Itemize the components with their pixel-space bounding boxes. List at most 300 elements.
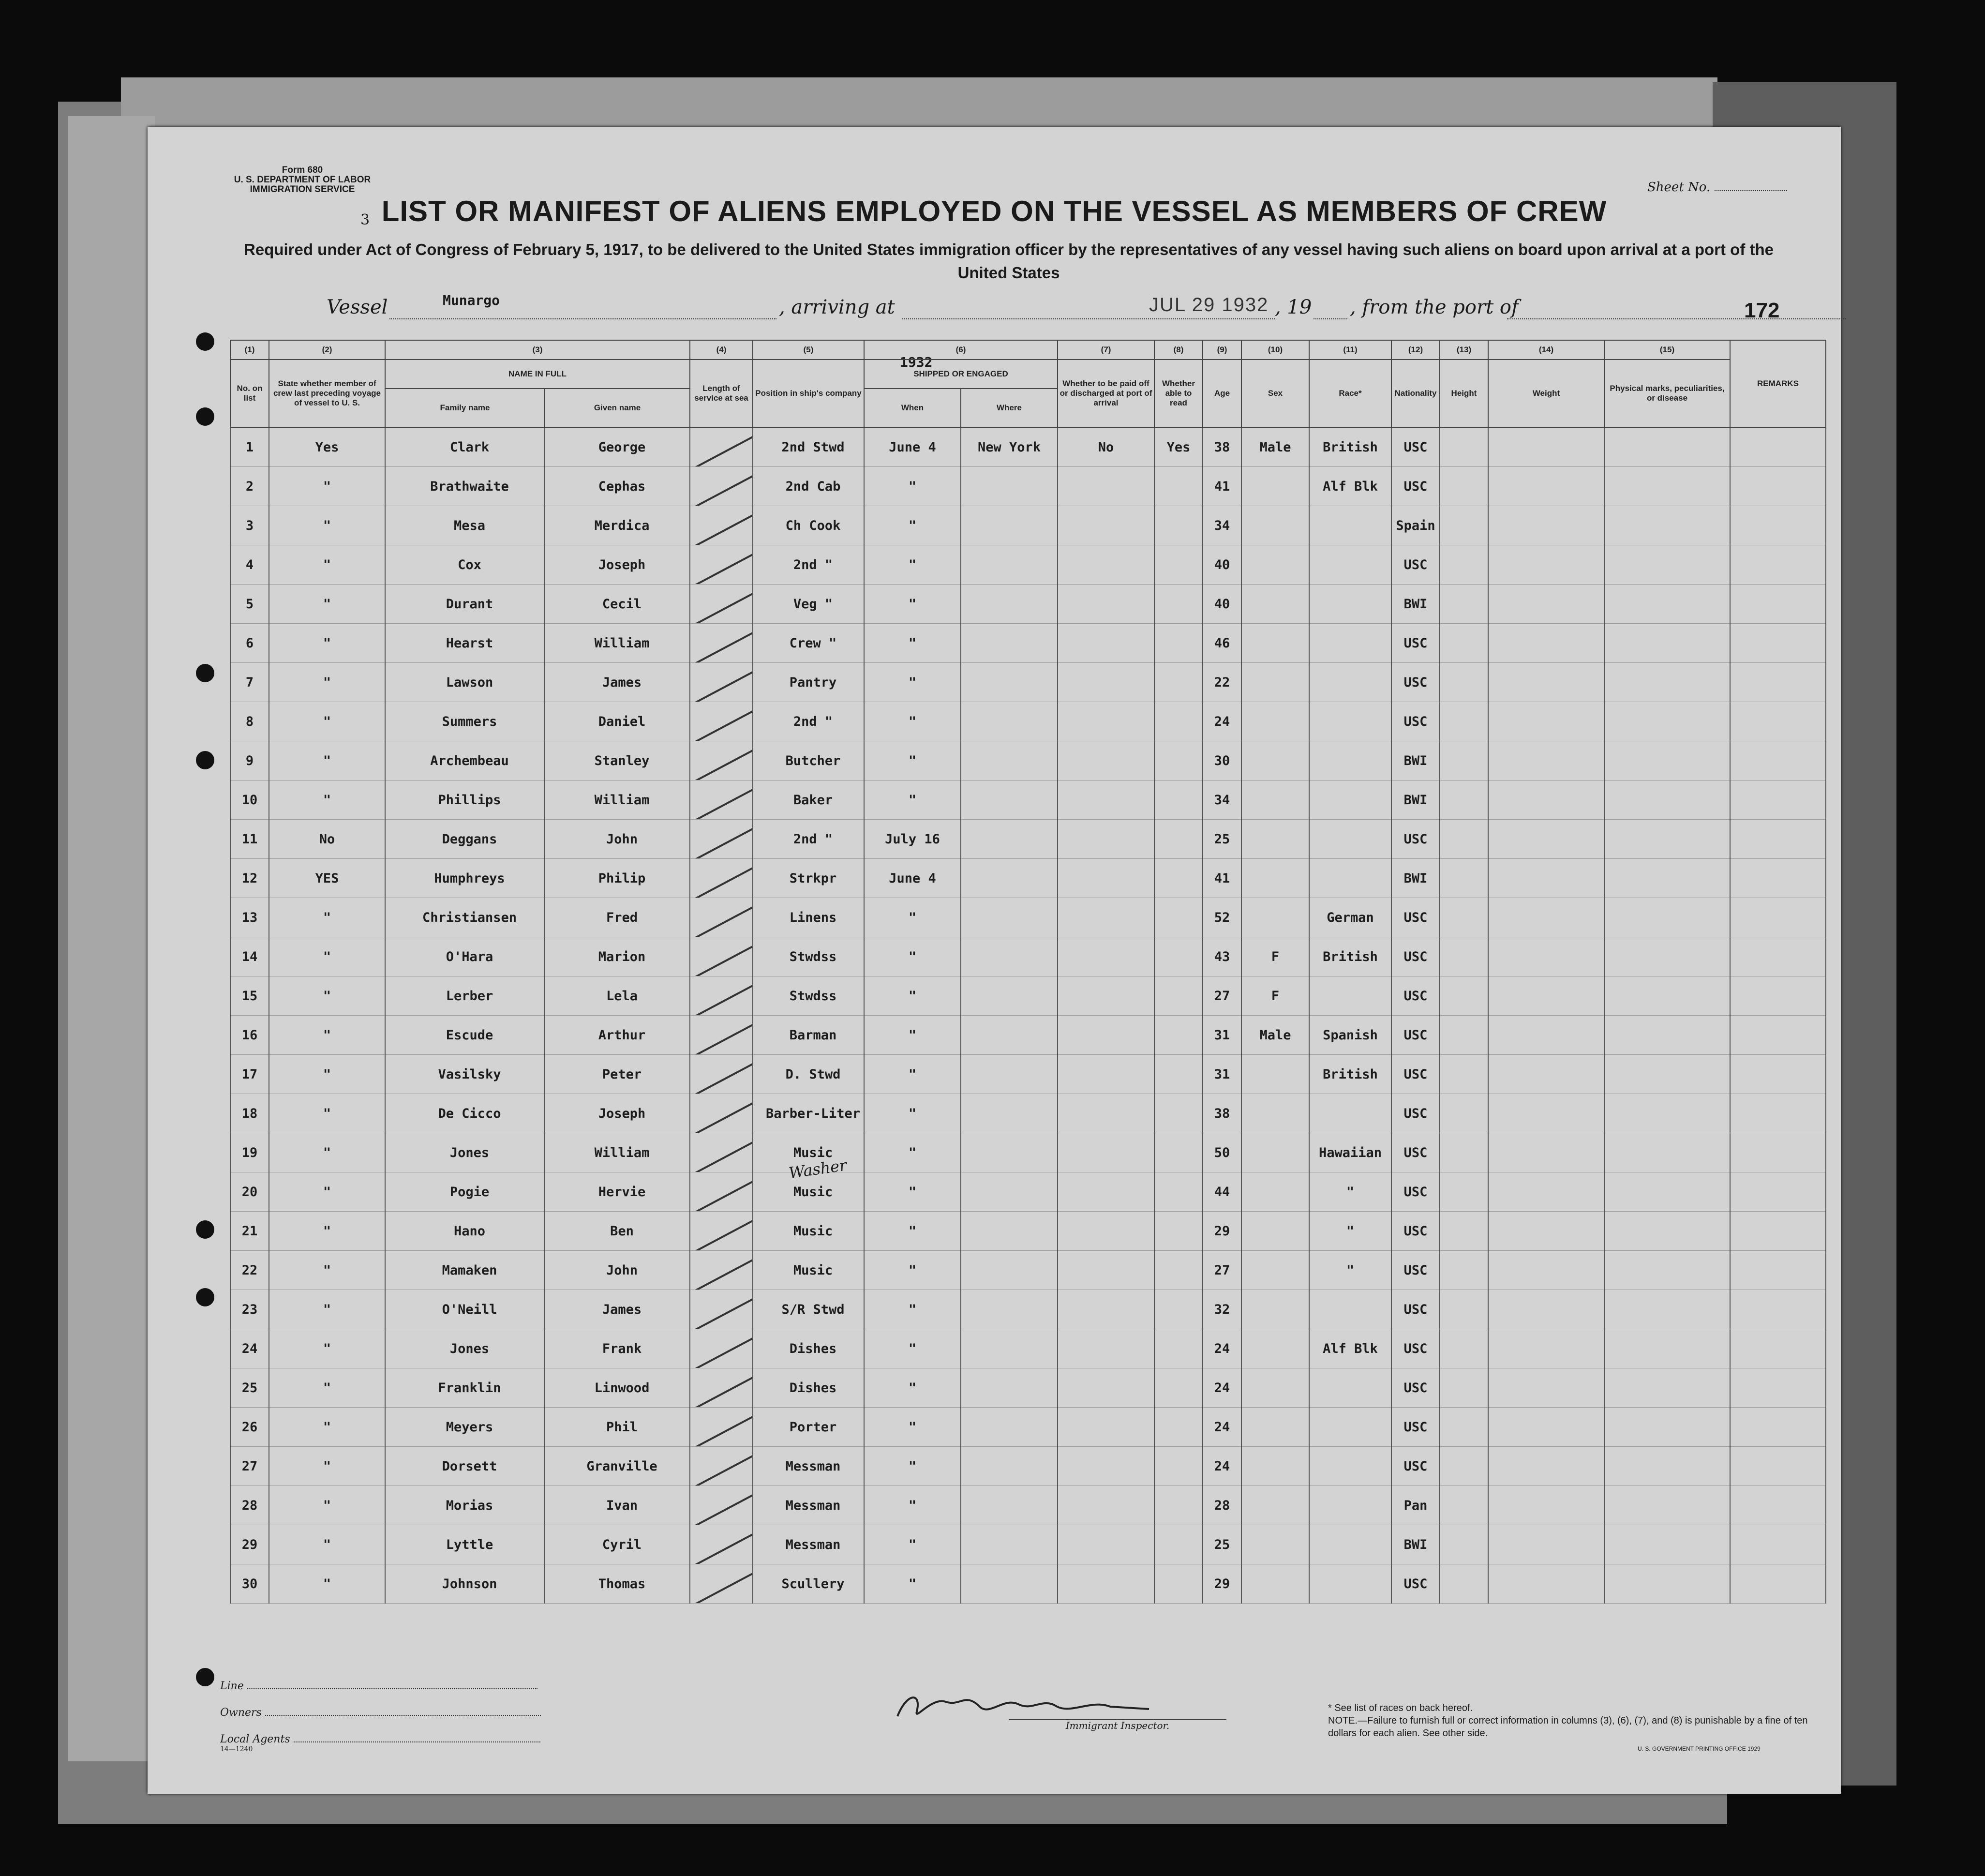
- age: 22: [1203, 663, 1241, 702]
- check-mark: [695, 981, 753, 1016]
- family-name: Mamaken: [385, 1251, 545, 1290]
- age: 46: [1203, 624, 1241, 663]
- previous-voyage: ": [269, 1525, 385, 1564]
- crew-row: [230, 1172, 1826, 1212]
- physical-marks: [1604, 780, 1730, 820]
- paid-off: [1058, 1133, 1154, 1172]
- height: [1440, 1251, 1488, 1290]
- check-mark: [695, 825, 753, 859]
- service-check: [690, 1368, 753, 1408]
- paid-off: [1058, 1290, 1154, 1329]
- shipped-when: ": [864, 506, 961, 545]
- col13-number: (13): [1440, 340, 1488, 360]
- paid-off: [1058, 1408, 1154, 1447]
- height: [1440, 467, 1488, 506]
- race: [1309, 741, 1391, 780]
- previous-voyage: ": [269, 1329, 385, 1368]
- shipped-where: [961, 1055, 1058, 1094]
- shipped-where: [961, 898, 1058, 937]
- physical-marks: [1604, 1251, 1730, 1290]
- given-name: Joseph: [545, 1094, 690, 1133]
- family-name: Lyttle: [385, 1525, 545, 1564]
- shipped-when: ": [864, 663, 961, 702]
- race: [1309, 1447, 1391, 1486]
- paid-off: [1058, 1172, 1154, 1212]
- remarks: [1730, 663, 1826, 702]
- nationality: USC: [1391, 1055, 1440, 1094]
- shipped-where: [961, 663, 1058, 702]
- shipped-when: ": [864, 1447, 961, 1486]
- weight: [1488, 1564, 1604, 1604]
- shipped-when: ": [864, 898, 961, 937]
- sheet-number-label: Sheet No.: [1647, 180, 1787, 195]
- sex: [1241, 820, 1309, 859]
- row-number: 29: [230, 1525, 269, 1564]
- position: Barman: [753, 1016, 864, 1055]
- nationality: BWI: [1391, 1525, 1440, 1564]
- punch-hole: [196, 1220, 214, 1239]
- shipped-where: [961, 467, 1058, 506]
- height: [1440, 1133, 1488, 1172]
- race: [1309, 585, 1391, 624]
- service-check: [690, 467, 753, 506]
- paid-off: [1058, 780, 1154, 820]
- sex: [1241, 1172, 1309, 1212]
- family-name: Hano: [385, 1212, 545, 1251]
- height: [1440, 1525, 1488, 1564]
- manifest-grid: [230, 340, 1826, 1604]
- height: [1440, 780, 1488, 820]
- arriving-label: , arriving at: [779, 296, 895, 318]
- owners-field: Owners: [220, 1707, 541, 1719]
- col5-number: (5): [753, 340, 864, 360]
- given-name: Fred: [545, 898, 690, 937]
- able-to-read: [1154, 1016, 1203, 1055]
- position: Music: [753, 1133, 864, 1172]
- race: Hawaiian: [1309, 1133, 1391, 1172]
- shipped-where: [961, 1251, 1058, 1290]
- sex: Male: [1241, 427, 1309, 467]
- position: 2nd Cab: [753, 467, 864, 506]
- punch-hole: [196, 407, 214, 426]
- weight: [1488, 976, 1604, 1016]
- age: 40: [1203, 585, 1241, 624]
- remarks: [1730, 1408, 1826, 1447]
- able-to-read: [1154, 976, 1203, 1016]
- height: [1440, 1564, 1488, 1604]
- family-name: Christiansen: [385, 898, 545, 937]
- previous-voyage: ": [269, 663, 385, 702]
- shipped-where: [961, 1447, 1058, 1486]
- paid-off: [1058, 1486, 1154, 1525]
- shipped-where: [961, 1368, 1058, 1408]
- able-to-read: [1154, 1368, 1203, 1408]
- check-mark: [695, 1216, 753, 1251]
- row-number: 4: [230, 545, 269, 585]
- crew-row: [230, 585, 1826, 624]
- sex: [1241, 585, 1309, 624]
- able-to-read: [1154, 585, 1203, 624]
- given-name: Frank: [545, 1329, 690, 1368]
- family-name-header: Family name: [385, 389, 545, 427]
- age: 30: [1203, 741, 1241, 780]
- service-check: [690, 1290, 753, 1329]
- crew-row: [230, 663, 1826, 702]
- shipped-where: [961, 1408, 1058, 1447]
- crew-row: [230, 702, 1826, 741]
- check-mark: [695, 903, 753, 937]
- check-mark: [695, 472, 753, 506]
- age: 34: [1203, 506, 1241, 545]
- given-name-header: Given name: [545, 389, 690, 427]
- shipped-where: [961, 976, 1058, 1016]
- col4-number: (4): [690, 340, 753, 360]
- shipped-where: [961, 1212, 1058, 1251]
- shipped-where: [961, 820, 1058, 859]
- shipped-where: [961, 702, 1058, 741]
- race: [1309, 663, 1391, 702]
- shipped-when: June 4: [864, 859, 961, 898]
- previous-voyage: No: [269, 820, 385, 859]
- remarks: [1730, 1212, 1826, 1251]
- punch-hole: [196, 664, 214, 682]
- race: British: [1309, 427, 1391, 467]
- paid-off: [1058, 859, 1154, 898]
- weight: [1488, 1368, 1604, 1408]
- form-header-block: [210, 165, 394, 195]
- physical-marks: [1604, 585, 1730, 624]
- check-mark: [695, 785, 753, 820]
- nationality: USC: [1391, 545, 1440, 585]
- col6-number: (6): [864, 340, 1058, 360]
- nationality: USC: [1391, 702, 1440, 741]
- service-check: [690, 976, 753, 1016]
- sex: [1241, 506, 1309, 545]
- previous-voyage: ": [269, 624, 385, 663]
- shipped-when: June 4: [864, 427, 961, 467]
- weight: [1488, 702, 1604, 741]
- nationality: Spain: [1391, 506, 1440, 545]
- shipped-where: [961, 1172, 1058, 1212]
- nationality: USC: [1391, 1368, 1440, 1408]
- age: 24: [1203, 1447, 1241, 1486]
- check-mark: [695, 589, 753, 624]
- family-name: Hearst: [385, 624, 545, 663]
- family-name: Cox: [385, 545, 545, 585]
- age: 38: [1203, 427, 1241, 467]
- row-number: 23: [230, 1290, 269, 1329]
- given-name: Arthur: [545, 1016, 690, 1055]
- fine-note: NOTE.—Failure to furnish full or correct information in columns (3), (6), (7), and (8) is punishable by a fine of ten dollars for each alien. See other side.: [1328, 1715, 1808, 1739]
- shipped-where: [961, 1329, 1058, 1368]
- paid-off-header: Whether to be paid off or discharged at port of arrival: [1058, 360, 1154, 427]
- sex: [1241, 1212, 1309, 1251]
- service-check: [690, 1055, 753, 1094]
- family-name: Lawson: [385, 663, 545, 702]
- able-to-read: [1154, 663, 1203, 702]
- family-name: Phillips: [385, 780, 545, 820]
- row-number: 22: [230, 1251, 269, 1290]
- service-check: [690, 1016, 753, 1055]
- family-name: Lerber: [385, 976, 545, 1016]
- previous-voyage: ": [269, 702, 385, 741]
- shipped-when: ": [864, 1133, 961, 1172]
- position: Barber-Liter: [753, 1094, 864, 1133]
- col14-number: (14): [1488, 340, 1604, 360]
- weight: [1488, 427, 1604, 467]
- given-name: Joseph: [545, 545, 690, 585]
- crew-row: [230, 1290, 1826, 1329]
- race: British: [1309, 937, 1391, 976]
- sex: F: [1241, 976, 1309, 1016]
- given-name: John: [545, 1251, 690, 1290]
- given-name: James: [545, 663, 690, 702]
- able-to-read: [1154, 545, 1203, 585]
- remarks: [1730, 467, 1826, 506]
- able-to-read: [1154, 1486, 1203, 1525]
- physical-marks: [1604, 898, 1730, 937]
- family-name: Archembeau: [385, 741, 545, 780]
- able-to-read: [1154, 780, 1203, 820]
- check-mark: [695, 668, 753, 702]
- shipped-year: 1932: [900, 354, 933, 370]
- agents-code: 14—1240: [220, 1745, 253, 1753]
- service-check: [690, 859, 753, 898]
- sex: [1241, 467, 1309, 506]
- shipped-where: [961, 741, 1058, 780]
- corner-mark: 3: [360, 211, 370, 228]
- agents-field: Local Agents 14—1240: [220, 1733, 540, 1753]
- able-to-read: [1154, 506, 1203, 545]
- previous-voyage: ": [269, 1055, 385, 1094]
- shipped-where: [961, 780, 1058, 820]
- paid-off: [1058, 506, 1154, 545]
- age: 32: [1203, 1290, 1241, 1329]
- race: German: [1309, 898, 1391, 937]
- page-subtitle: Required under Act of Congress of February 5, 1917, to be delivered to the United States immigration officer by the representatives of any vessel having such aliens on board upon arrival at a port of the United States: [243, 240, 1774, 282]
- able-to-read: [1154, 1251, 1203, 1290]
- position: Messman: [753, 1486, 864, 1525]
- remarks: [1730, 780, 1826, 820]
- height: [1440, 898, 1488, 937]
- from-port-label: , from the port of: [1350, 296, 1519, 318]
- service-check: [690, 663, 753, 702]
- check-mark: [695, 1138, 753, 1172]
- given-name: William: [545, 1133, 690, 1172]
- physical-marks: [1604, 820, 1730, 859]
- paid-off: [1058, 1251, 1154, 1290]
- height: [1440, 1055, 1488, 1094]
- able-to-read: [1154, 467, 1203, 506]
- sex: F: [1241, 937, 1309, 976]
- service-check: [690, 1486, 753, 1525]
- remarks: [1730, 1172, 1826, 1212]
- height: [1440, 1329, 1488, 1368]
- race: [1309, 1564, 1391, 1604]
- family-name: Franklin: [385, 1368, 545, 1408]
- age: 52: [1203, 898, 1241, 937]
- nationality: USC: [1391, 1016, 1440, 1055]
- race: [1309, 976, 1391, 1016]
- race: [1309, 820, 1391, 859]
- position: Veg ": [753, 585, 864, 624]
- age: 41: [1203, 859, 1241, 898]
- nationality: USC: [1391, 1212, 1440, 1251]
- physical-marks: [1604, 1408, 1730, 1447]
- race: [1309, 1408, 1391, 1447]
- previous-voyage: ": [269, 467, 385, 506]
- shipped-where: [961, 1016, 1058, 1055]
- able-to-read: [1154, 1094, 1203, 1133]
- sex: [1241, 898, 1309, 937]
- crew-row: [230, 937, 1826, 976]
- given-name: Cecil: [545, 585, 690, 624]
- able-to-read: [1154, 1212, 1203, 1251]
- shipped-when: ": [864, 1172, 961, 1212]
- shipped-engaged-header: SHIPPED OR ENGAGED: [864, 360, 1058, 389]
- crew-row: [230, 1447, 1826, 1486]
- height: [1440, 1447, 1488, 1486]
- family-name: Mesa: [385, 506, 545, 545]
- handwritten-washer-note: Washer: [787, 1156, 848, 1183]
- crew-row: [230, 1094, 1826, 1133]
- nationality: BWI: [1391, 859, 1440, 898]
- height: [1440, 506, 1488, 545]
- remarks: [1730, 1251, 1826, 1290]
- physical-marks: [1604, 1368, 1730, 1408]
- previous-voyage: ": [269, 1447, 385, 1486]
- able-to-read: [1154, 859, 1203, 898]
- position: Porter: [753, 1408, 864, 1447]
- weight: [1488, 624, 1604, 663]
- row-number: 24: [230, 1329, 269, 1368]
- nationality: USC: [1391, 898, 1440, 937]
- race: Spanish: [1309, 1016, 1391, 1055]
- crew-row: [230, 467, 1826, 506]
- remarks: [1730, 545, 1826, 585]
- previous-voyage: Yes: [269, 427, 385, 467]
- sex: [1241, 1368, 1309, 1408]
- able-to-read: [1154, 1290, 1203, 1329]
- age: 25: [1203, 820, 1241, 859]
- race: [1309, 1368, 1391, 1408]
- sex: [1241, 1055, 1309, 1094]
- paid-off: [1058, 1329, 1154, 1368]
- nationality: Pan: [1391, 1486, 1440, 1525]
- race: [1309, 1525, 1391, 1564]
- paid-off: [1058, 741, 1154, 780]
- paid-off: [1058, 467, 1154, 506]
- physical-marks: [1604, 1172, 1730, 1212]
- shipped-when: ": [864, 1212, 961, 1251]
- races-note: * See list of races on back hereof.: [1328, 1703, 1473, 1713]
- able-to-read: [1154, 1564, 1203, 1604]
- weight: [1488, 1251, 1604, 1290]
- nationality: USC: [1391, 624, 1440, 663]
- row-number: 8: [230, 702, 269, 741]
- paid-off: [1058, 1525, 1154, 1564]
- shipped-when: July 16: [864, 820, 961, 859]
- given-name: George: [545, 427, 690, 467]
- sex: [1241, 741, 1309, 780]
- remarks: [1730, 741, 1826, 780]
- crew-row: [230, 624, 1826, 663]
- when-header: When: [864, 389, 961, 427]
- sex: [1241, 780, 1309, 820]
- service-check: [690, 780, 753, 820]
- physical-marks: [1604, 1564, 1730, 1604]
- age: 31: [1203, 1055, 1241, 1094]
- family-name: Humphreys: [385, 859, 545, 898]
- shipped-when: ": [864, 1525, 961, 1564]
- remarks: [1730, 585, 1826, 624]
- physical-marks: [1604, 1525, 1730, 1564]
- age: 38: [1203, 1094, 1241, 1133]
- row-number: 21: [230, 1212, 269, 1251]
- check-mark: [695, 942, 753, 976]
- race: [1309, 1290, 1391, 1329]
- race: ": [1309, 1251, 1391, 1290]
- physical-marks: [1604, 976, 1730, 1016]
- remarks: [1730, 1486, 1826, 1525]
- crew-row: [230, 1251, 1826, 1290]
- paid-off: [1058, 624, 1154, 663]
- punch-hole: [196, 1288, 214, 1306]
- height: [1440, 820, 1488, 859]
- check-mark: [695, 1060, 753, 1094]
- row-number: 3: [230, 506, 269, 545]
- paid-off: [1058, 976, 1154, 1016]
- check-mark: [695, 1099, 753, 1133]
- name-in-full-header: NAME IN FULL: [385, 360, 690, 389]
- nationality: USC: [1391, 1172, 1440, 1212]
- row-number: 2: [230, 467, 269, 506]
- col3-number: (3): [385, 340, 690, 360]
- height: [1440, 937, 1488, 976]
- age: 24: [1203, 1329, 1241, 1368]
- race: ": [1309, 1212, 1391, 1251]
- previous-voyage: ": [269, 976, 385, 1016]
- position: Butcher: [753, 741, 864, 780]
- previous-voyage: YES: [269, 859, 385, 898]
- shipped-where: [961, 1290, 1058, 1329]
- crew-row: [230, 427, 1826, 467]
- paid-off: [1058, 1564, 1154, 1604]
- previous-voyage: ": [269, 1290, 385, 1329]
- age: 25: [1203, 1525, 1241, 1564]
- remarks: [1730, 624, 1826, 663]
- sex: Male: [1241, 1016, 1309, 1055]
- sex: [1241, 1290, 1309, 1329]
- remarks: [1730, 820, 1826, 859]
- row-number: 14: [230, 937, 269, 976]
- shipped-when: ": [864, 1486, 961, 1525]
- shipped-where: [961, 1094, 1058, 1133]
- weight: [1488, 937, 1604, 976]
- vessel-name: Munargo: [443, 292, 500, 308]
- row-number: 11: [230, 820, 269, 859]
- position: S/R Stwd: [753, 1290, 864, 1329]
- service-check: [690, 1172, 753, 1212]
- paid-off: [1058, 1368, 1154, 1408]
- height: [1440, 976, 1488, 1016]
- weight: [1488, 1408, 1604, 1447]
- race: [1309, 545, 1391, 585]
- previous-voyage: ": [269, 1094, 385, 1133]
- race: [1309, 1094, 1391, 1133]
- sex: [1241, 1094, 1309, 1133]
- remarks: [1730, 702, 1826, 741]
